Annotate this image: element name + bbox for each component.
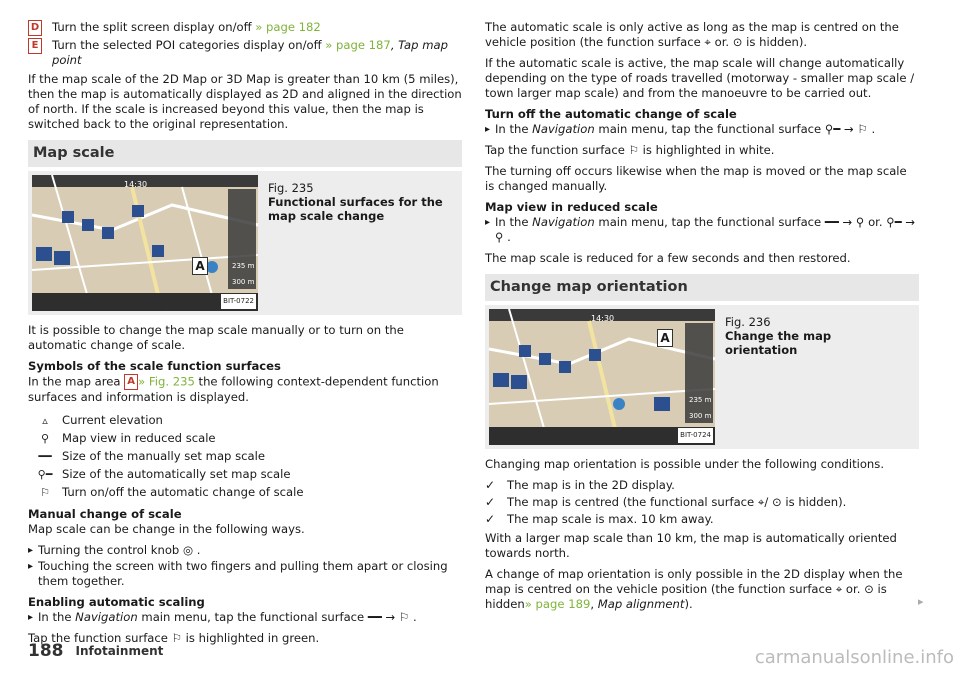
manual-scale-icon: ━━: [38, 449, 52, 463]
symbol-row: [28, 429, 462, 447]
auto-title: Enabling automatic scaling: [28, 595, 205, 609]
section-map-scale: Map scale: [28, 140, 462, 167]
para-scale-change: It is possible to change the map scale manually or to turn on the automatic change of scale.: [28, 323, 404, 352]
symbols-intro-a: In the map area: [28, 374, 121, 389]
symbols-list: [28, 411, 462, 501]
map-illustration: [489, 309, 715, 445]
reduced-result: The map scale is reduced for a few seconds and then restored.: [485, 251, 851, 265]
off-item-a: In the: [495, 122, 529, 136]
reduced-item: [485, 215, 919, 245]
legend-tail-e: , Tap map point: [52, 38, 448, 67]
para-4-a: A change of map orientation is only possible in the 2D display when the map is centred on the vehicle position (the function surface ⌖ or. ⊙ is hidden: [485, 567, 903, 611]
off-result: Tap the function surface ⚐ is highlighted in white.: [485, 143, 775, 157]
figure-caption: [258, 175, 458, 311]
off-item-nav: Navigation: [532, 122, 595, 136]
figure-number: Fig. 235: [268, 181, 314, 195]
right-para-1: The automatic scale is only active as long as the map is centred on the vehicle position (the function surface ⌖ or. ⊙ is hidden).: [485, 20, 899, 49]
link-fig-235[interactable]: » Fig. 235: [138, 374, 195, 389]
off-title: Turn off the automatic change of scale: [485, 107, 737, 121]
map-area-label-a: A: [657, 329, 673, 347]
reduced-item-nav: Navigation: [532, 215, 595, 229]
auto-scale-icon: ⚲━: [37, 467, 53, 481]
para-4-c: ).: [684, 597, 693, 611]
symbols-intro: [28, 374, 462, 405]
link-page-182[interactable]: » page 182: [255, 20, 321, 34]
map-distance-1: 235 m: [232, 262, 255, 270]
continue-arrow-icon: ▸: [918, 595, 924, 608]
off-note: The turning off occurs likewise when the map is moved or the map scale is changed manually.: [485, 164, 907, 193]
right-para-4: [485, 567, 919, 612]
right-column: [485, 20, 919, 618]
condition-text: The map is centred (the functional surface ⌖/ ⊙ is hidden).: [507, 495, 847, 509]
figure-code: BIT-0722: [221, 294, 256, 309]
reduced-item-b: main menu, tap the functional surface ━━ → ⚲ or. ⚲━ → ⚲ .: [495, 215, 916, 244]
para-4-italic: Map alignment: [597, 597, 685, 611]
checkmark-icon: ✓: [485, 512, 496, 526]
checkmark-icon: ✓: [485, 478, 496, 492]
auto-item-a: In the: [38, 610, 72, 624]
off-item-b: main menu, tap the functional surface ⚲━ → ⚐ .: [598, 122, 876, 136]
link-page-189[interactable]: » page 189: [524, 597, 591, 611]
reduced-item-a: In the: [495, 215, 529, 229]
auto-result: Tap the function surface ⚐ is highlighted in green.: [28, 631, 320, 645]
map-distance-1: 235 m: [689, 396, 712, 404]
manual-item: ▸ Turning the control knob ◎ .: [28, 543, 462, 558]
link-page-187[interactable]: » page 187: [325, 38, 391, 52]
left-column: [28, 20, 462, 652]
intro-paragraph: If the map scale of the 2D Map or 3D Map is greater than 10 km (5 miles), then the map is automatically displayed as 2D and aligned in the direction of north. If the scale is increased beyond this value, then the map is switched back to the original representation.: [28, 72, 462, 131]
map-screenshot-orientation: [489, 309, 715, 445]
symbol-row: [28, 447, 462, 465]
symbols-intro-b: the following context-dependent function surfaces and information is displayed.: [28, 374, 439, 404]
symbol-row: [28, 483, 462, 501]
elevation-icon: ▵: [42, 413, 48, 427]
symbols-box-a: A: [124, 374, 138, 390]
figure-caption: [715, 309, 915, 445]
para-4-b: ,: [590, 597, 598, 611]
watermark: carmanualsonline.info: [754, 647, 954, 668]
legend-letter-d: D: [28, 20, 42, 36]
manual-text: Map scale can be change in the following ways.: [28, 522, 305, 536]
map-screenshot: [32, 175, 258, 311]
map-distance-2: 300 m: [689, 412, 712, 420]
page-number: 188: [28, 641, 64, 661]
symbol-label: Size of the manually set map scale: [62, 448, 265, 463]
reduced-title: Map view in reduced scale: [485, 200, 658, 214]
legend-row-d: [28, 20, 462, 36]
auto-item-b: main menu, tap the functional surface ━━ → ⚐ .: [141, 610, 417, 624]
legend-row-e: [28, 38, 462, 68]
symbol-label: Current elevation: [62, 412, 163, 427]
right-para-2: If the automatic scale is active, the map scale will change automatically depending on the type of roads travelled (motorway - smaller map scale / town larger map scale) and from the manoeuvre to be carried out.: [485, 56, 915, 100]
map-area-label-a: A: [192, 257, 208, 275]
figure-number: Fig. 236: [725, 315, 771, 329]
map-distance-2: 300 m: [232, 278, 255, 286]
checkmark-icon: ✓: [485, 495, 496, 509]
figure-236: [485, 305, 919, 449]
figure-title: Functional surfaces for the map scale change: [268, 195, 443, 223]
chapter-title: Infotainment: [75, 644, 164, 658]
auto-toggle-icon: ⚐: [40, 485, 50, 499]
symbol-label: Map view in reduced scale: [62, 430, 216, 445]
figure-235: [28, 171, 462, 315]
condition-item: [485, 512, 919, 527]
symbol-label: Turn on/off the automatic change of scale: [62, 484, 304, 499]
symbols-title: Symbols of the scale function surfaces: [28, 359, 281, 373]
figure-code: BIT-0724: [678, 428, 713, 443]
right-para-3: With a larger map scale than 10 km, the map is automatically oriented towards north.: [485, 531, 897, 560]
symbol-row: [28, 411, 462, 429]
figure-title: Change the map orientation: [725, 329, 832, 357]
section-map-orientation: Change map orientation: [485, 274, 919, 301]
condition-text: The map scale is max. 10 km away.: [507, 512, 714, 526]
map-illustration: [32, 175, 258, 311]
map-clock: 14:30: [591, 314, 615, 323]
condition-text: The map is in the 2D display.: [507, 478, 675, 492]
condition-item: [485, 495, 919, 510]
reduced-scale-icon: ⚲: [40, 431, 50, 445]
symbol-row: [28, 465, 462, 483]
legend-text-d: Turn the split screen display on/off: [52, 20, 252, 34]
page-footer: [28, 641, 164, 661]
off-item: [485, 122, 919, 137]
legend-letter-e: E: [28, 38, 42, 54]
auto-item: [28, 610, 462, 625]
map-clock: 14:30: [124, 180, 148, 189]
auto-item-nav: Navigation: [75, 610, 138, 624]
legend-text-e: Turn the selected POI categories display on/off: [52, 38, 322, 52]
symbol-label: Size of the automatically set map scale: [62, 466, 291, 481]
conditions-intro: Changing map orientation is possible under the following conditions.: [485, 457, 885, 471]
manual-item: ▸ Touching the screen with two fingers and pulling them apart or closing them together.: [28, 559, 462, 589]
condition-item: [485, 478, 919, 493]
manual-title: Manual change of scale: [28, 507, 182, 521]
